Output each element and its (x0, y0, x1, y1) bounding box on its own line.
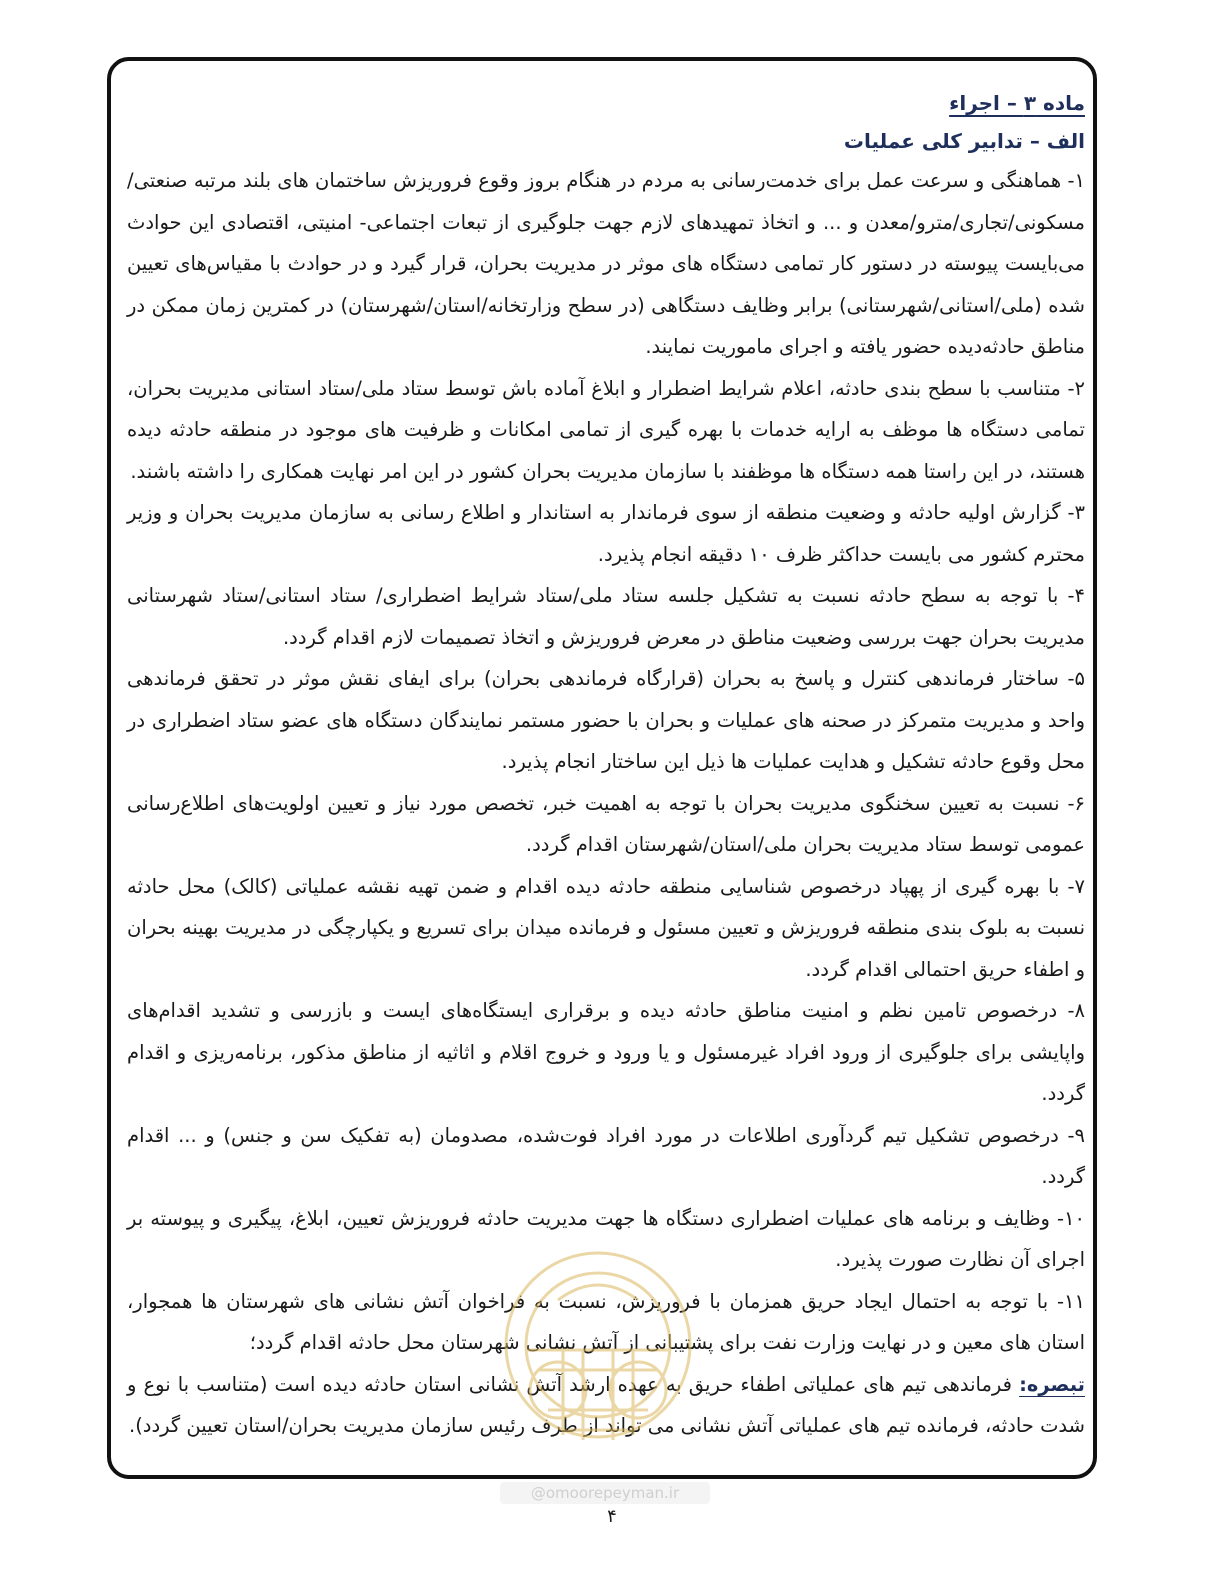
section-title: ماده ۳ – اجراء (949, 91, 1085, 115)
paragraph-1: ۱- هماهنگی و سرعت عمل برای خدمت‌رسانی به مردم در هنگام بروز وقوع فروریزش ساختمان های بلند مرتبه صنعتی/مسکونی/تجاری/مترو/معدن و ... و اتخاذ تمهیدهای لازم جهت جلوگیری از تبعات اجتماعی- امنیتی، اقتصادی این حوادث می‌بایست پیوسته در دستور کار تمامی دستگاه های موثر در مدیریت بحران، قرار گیرد و در حوادث با مقیاس‌های تعیین شده (ملی/استانی/شهرستانی) برابر وظایف دستگاهی (در سطح وزارتخانه/استان/شهرستان) در کمترین زمان ممکن در مناطق حادثه‌دیده حضور یافته و اجرای ماموریت نمایند. (127, 169, 1085, 358)
paragraph-2: ۲- متناسب با سطح بندی حادثه، اعلام شرایط اضطرار و ابلاغ آماده باش توسط ستاد ملی/ستاد استانی مدیریت بحران، تمامی دستگاه ها موظف به ارایه خدمات با بهره گیری از تمامی امکانات و ظرفیت های موجود در منطقه حادثه دیده هستند، در این راستا همه دستگاه ها موظفند با سازمان مدیریت بحران کشور در این امر نهایت همکاری را داشته باشند. (127, 376, 1085, 483)
page-number: ۴ (607, 1506, 617, 1527)
paragraph-9: ۹- درخصوص تشکیل تیم گردآوری اطلاعات در مورد افراد فوت‌شده، مصدومان (به تفکیک سن و جنس) و ... اقدام گردد. (127, 1123, 1085, 1188)
paragraph-6: ۶- نسبت به تعیین سخنگوی مدیریت بحران با توجه به اهمیت خبر، تخصص مورد نیاز و تعیین اولویت‌های اطلاع‌رسانی عمومی توسط ستاد مدیریت بحران ملی/استان/شهرستان اقدام گردد. (127, 791, 1085, 856)
paragraph-7: ۷- با بهره گیری از پهپاد درخصوص شناسایی منطقه حادثه دیده اقدام و ضمن تهیه نقشه عملیاتی (کالک) محل حادثه نسبت به بلوک بندی منطقه فروریزش و تعیین مسئول و فرمانده میدان برای تسریع و یکپارچگی در مدیریت بهینه بحران و اطفاء حریق احتمالی اقدام گردد. (127, 874, 1085, 981)
paragraph-4: ۴- با توجه به سطح حادثه نسبت به تشکیل جلسه ستاد ملی/ستاد شرایط اضطراری/ ستاد استانی/ستاد شهرستانی مدیریت بحران جهت بررسی وضعیت مناطق در معرض فروریزش و اتخاذ تصمیمات لازم اقدام گردد. (127, 584, 1085, 649)
watermark-site-address: @omoorepeyman.ir (500, 1482, 710, 1504)
note-text: فرماندهی تیم های عملیاتی اطفاء حریق به عهده ارشد آتش نشانی استان حادثه دیده است (متناسب با نوع و شدت حادثه، فرمانده تیم های عملیاتی آتش نشانی می تواند از طرف رئیس سازمان مدیریت بحران/استان تعیین گردد). (127, 1372, 1085, 1437)
paragraph-10: ۱۰- وظایف و برنامه های عملیات اضطراری دستگاه ها جهت مدیریت حادثه فروریزش تعیین، ابلاغ، پیگیری و پیوسته بر اجرای آن نظارت صورت پذیرد. (127, 1206, 1085, 1271)
paragraph-5: ۵- ساختار فرماندهی کنترل و پاسخ به بحران (قرارگاه فرماندهی بحران) برای ایفای نقش موثر در تحقق فرماندهی واحد و مدیریت متمرکز در صحنه های عملیات و بحران با حضور مستمر نمایندگان دستگاه های عضو ستاد اضطراری در محل وقوع حادثه تشکیل و هدایت عملیات ها ذیل این ساختار انجام پذیرد. (127, 667, 1085, 773)
note-label: تبصره: (1019, 1372, 1085, 1396)
paragraph-3: ۳- گزارش اولیه حادثه و وضعیت منطقه از سوی فرماندار به استاندار و اطلاع رسانی به سازمان مدیریت بحران و وزیر محترم کشور می بایست حداکثر ظرف ۱۰ دقیقه انجام پذیرد. (127, 501, 1085, 566)
paragraph-8: ۸- درخصوص تامین نظم و امنیت مناطق حادثه دیده و برقراری ایستگاه‌های ایست و بازرسی و تشدید اقدام‌های واپایشی برای جلوگیری از ورود افراد غیرمسئول و یا ورود و خروج اقلام و اثاثیه از مناطق مذکور، برنامه‌ریزی و اقدام گردد. (127, 999, 1085, 1105)
note-paragraph (127, 1364, 1085, 1447)
paragraph-11: ۱۱- با توجه به احتمال ایجاد حریق همزمان با فروریزش، نسبت به فراخوان آتش نشانی های شهرستان ها همجوار، استان های معین و در نهایت وزارت نفت برای پشتیبانی از آتش نشانی شهرستان محل حادثه اقدام گردد؛ (127, 1289, 1085, 1354)
document-body (127, 84, 1085, 1447)
subsection-title: الف – تدابیر کلی عملیات (843, 129, 1085, 153)
